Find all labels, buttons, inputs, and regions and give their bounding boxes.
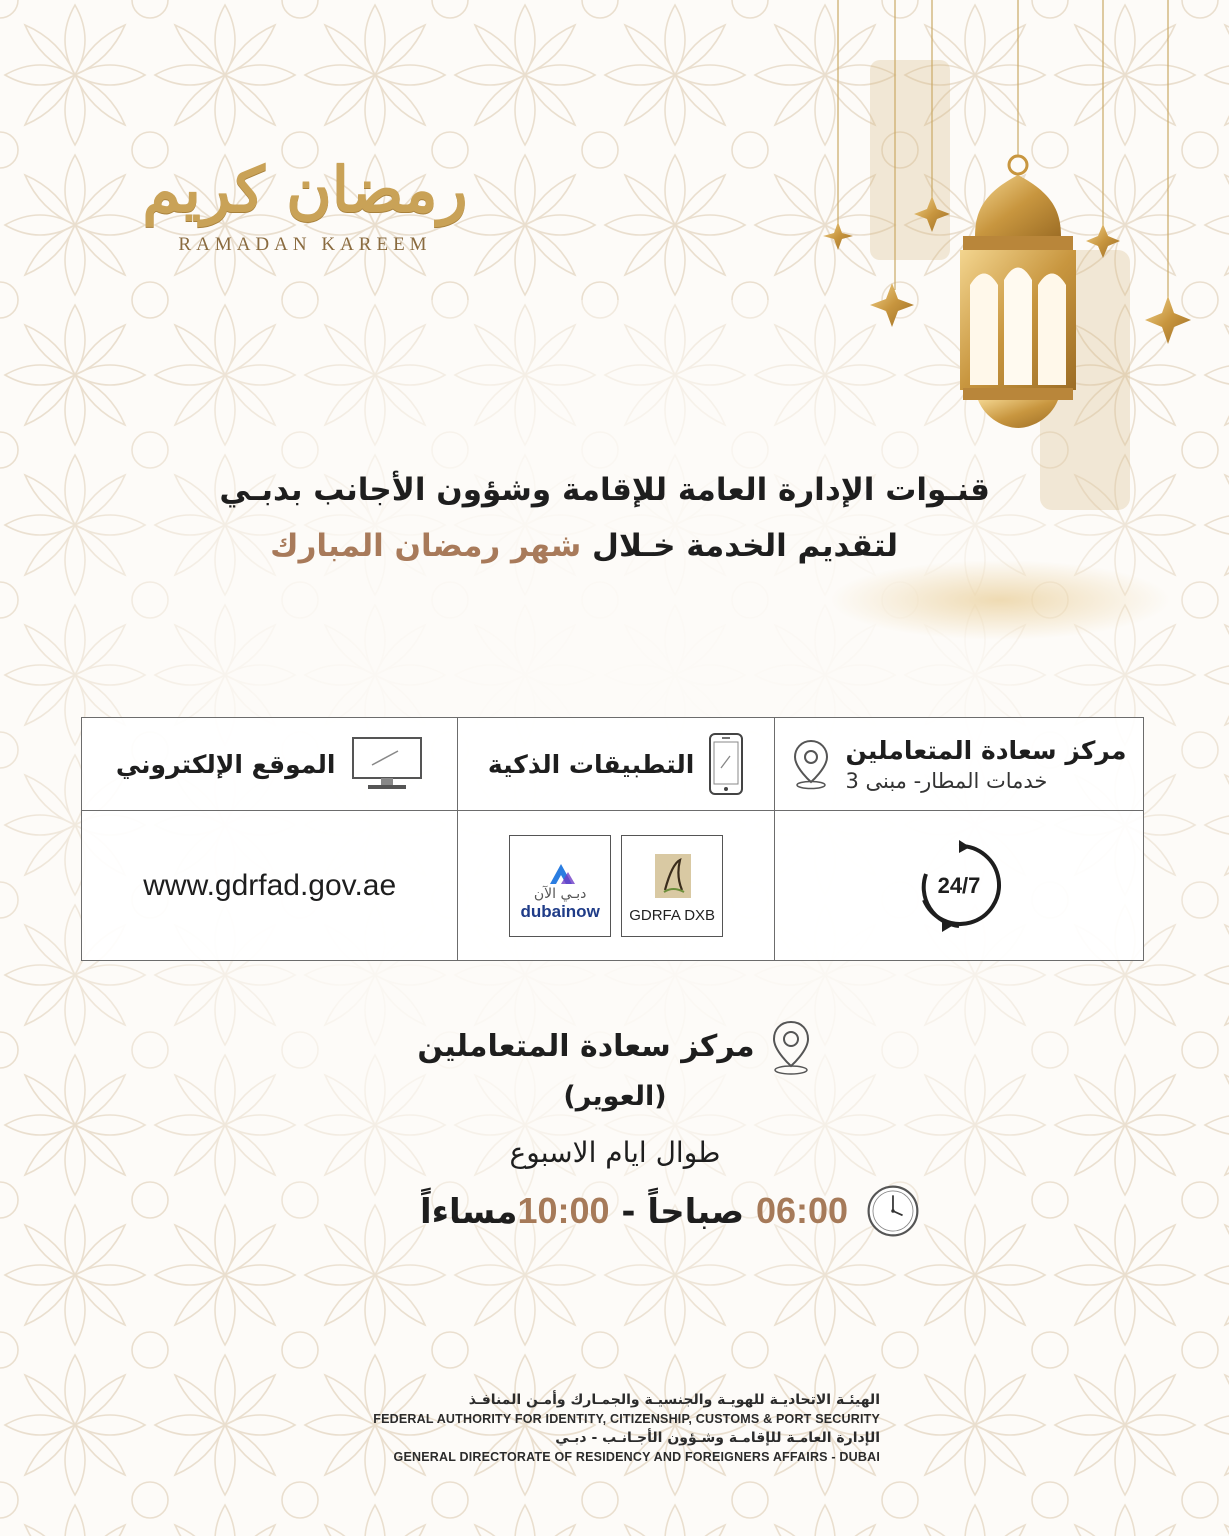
headline-line-2-prefix: لتقديم الخدمة خـلال [581, 528, 898, 564]
apps-content-cell [458, 811, 775, 961]
channels-table [81, 717, 1144, 961]
headline-line-1: قنـوات الإدارة العامة للإقامة وشؤون الأجانب بدبـي [219, 472, 990, 508]
customer-center-header-cell [774, 718, 1143, 811]
center-title: مركز سعادة المتعاملين [417, 1029, 755, 1064]
dubainow-label: dubainow [520, 901, 600, 921]
24-7-text: 24/7 [937, 872, 981, 898]
clock-icon [866, 1180, 920, 1242]
customer-center-content-cell [774, 811, 1143, 961]
footer-federal-english: FEDERAL AUTHORITY FOR IDENTITY, CITIZENSHIP, CUSTOMS & PORT SECURITY [373, 1412, 880, 1426]
hours-separator: - [609, 1192, 648, 1232]
website-title: الموقع الإلكتروني [115, 749, 336, 779]
dubainow-arabic-label: دبـي الآن [533, 885, 587, 902]
channels-header-row [82, 718, 1144, 811]
location-pin-icon [769, 1018, 813, 1076]
website-url-link[interactable]: www.gdrfad.gov.ae [143, 868, 397, 902]
hours-text [420, 1190, 848, 1232]
logo-arabic-text: رمضان كريم [142, 153, 468, 226]
smartphone-icon [708, 732, 744, 796]
al-aweer-center-info [380, 1018, 850, 1178]
footer-directorate-english: GENERAL DIRECTORATE OF RESIDENCY AND FOREIGNERS AFFAIRS - DUBAI [393, 1450, 880, 1464]
center-area: (العوير) [563, 1081, 667, 1112]
customer-center-title: مركز سعادة المتعاملين [845, 735, 1127, 765]
apps-title: التطبيقات الذكية [487, 749, 695, 779]
footer [340, 1390, 880, 1466]
website-content-cell [82, 811, 458, 961]
open-suffix: صباحاً [647, 1192, 745, 1232]
close-time: 10:00 [517, 1190, 610, 1231]
close-suffix: مساءاً [420, 1192, 518, 1232]
apps-header-cell [458, 718, 775, 811]
customer-center-subtitle: خدمات المطار- مبنى 3 [845, 768, 1048, 793]
channels-content-row [82, 811, 1144, 961]
logo-english-text: RAMADAN KAREEM [178, 234, 432, 255]
headline [200, 462, 990, 574]
dubainow-app-tile[interactable] [509, 835, 611, 937]
footer-federal-arabic: الهيئـة الاتحاديـة للهويـة والجنسيـة والجمـارك وأمـن المنافـذ [468, 1392, 880, 1408]
gdrfa-label: GDRFA DXB [629, 906, 716, 924]
gdrfa-app-tile[interactable] [621, 835, 723, 937]
gdrfa-logo-icon [622, 850, 724, 910]
24-7-availability-icon [914, 840, 1004, 932]
opening-hours [420, 1180, 920, 1242]
headline-highlight: شهر رمضان المبارك [270, 528, 582, 564]
open-time: 06:00 [755, 1190, 849, 1231]
headline-line-2 [200, 518, 990, 574]
monitor-icon [350, 735, 424, 793]
ramadan-kareem-logo [110, 150, 500, 256]
footer-directorate-arabic: الإدارة العامـة للإقامـة وشـؤون الأجـانـب - دبـي [555, 1430, 880, 1446]
website-header-cell [82, 718, 458, 811]
center-days: طوال ايام الاسبوع [509, 1136, 721, 1169]
location-pin-icon [791, 738, 831, 790]
